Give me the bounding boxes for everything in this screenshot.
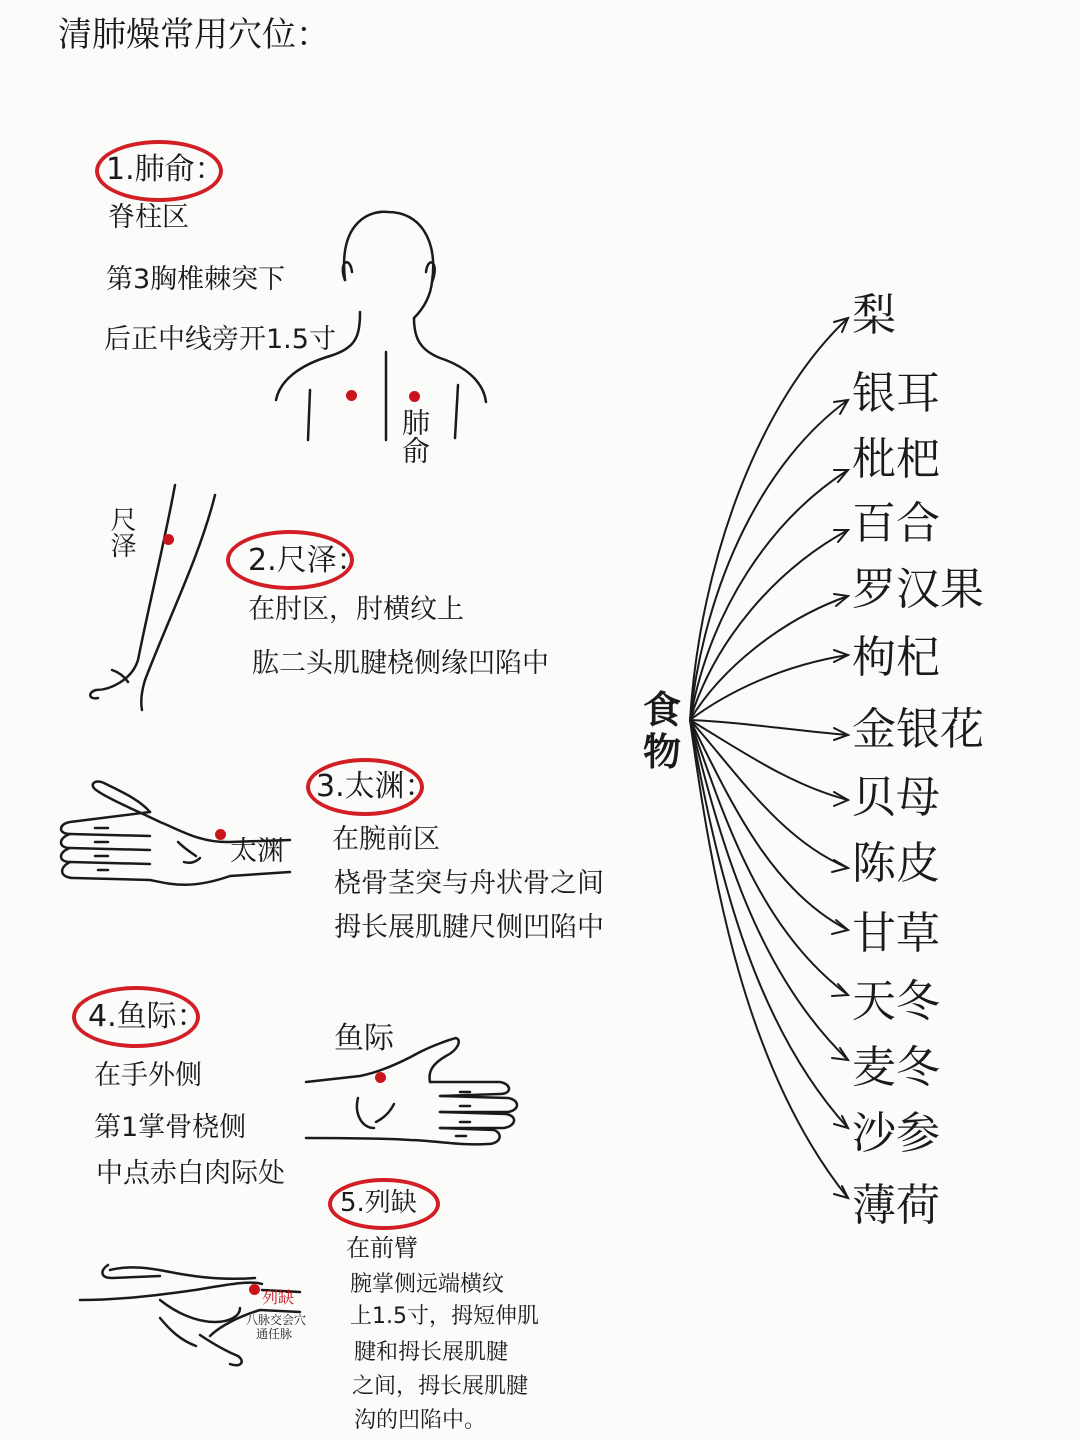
point-2-figure-label: 尺泽 <box>106 506 136 558</box>
point-5-line-6: 沟的凹陷中。 <box>354 1408 487 1433</box>
point-3-title: 3.太渊： <box>316 769 435 804</box>
point-5-line-2: 腕掌侧远端横纹 <box>350 1272 505 1297</box>
point-4-line-3: 中点赤白肉际处 <box>96 1158 285 1189</box>
point-1-figure-label: 肺俞 <box>398 408 431 464</box>
food-item-8: 贝母 <box>852 772 940 823</box>
point-5-figure-note-2: 通任脉 <box>256 1327 293 1341</box>
food-item-6: 枸杞 <box>852 632 940 683</box>
food-arrows <box>690 318 848 1198</box>
point-2-line-2: 肱二头肌腱桡侧缘凹陷中 <box>252 648 549 679</box>
point-3-line-1: 在腕前区 <box>332 824 440 855</box>
point-3-line-3: 拇长展肌腱尺侧凹陷中 <box>334 912 604 943</box>
point-4-line-1: 在手外侧 <box>94 1060 202 1091</box>
food-item-2: 银耳 <box>852 368 940 419</box>
point-5-line-4: 腱和拇长展肌腱 <box>354 1340 509 1365</box>
point-5-marker <box>249 1284 260 1295</box>
point-1-line-3: 后正中线旁开1.5寸 <box>104 324 336 355</box>
food-center-label: 食物 <box>642 688 681 774</box>
food-item-3: 枇杷 <box>852 434 940 485</box>
point-1-line-2: 第3胸椎棘突下 <box>106 264 286 295</box>
point-3-figure-label: 太渊 <box>230 836 284 867</box>
point-1-line-1: 脊柱区 <box>108 202 189 233</box>
food-item-12: 麦冬 <box>852 1042 940 1093</box>
point-3-line-2: 桡骨茎突与舟状骨之间 <box>334 868 604 899</box>
food-item-4: 百合 <box>852 498 940 549</box>
point-4-title: 4.鱼际： <box>88 999 207 1034</box>
point-2-line-1: 在肘区，肘横纹上 <box>248 594 464 625</box>
food-item-7: 金银花 <box>852 704 984 755</box>
food-item-5: 罗汉果 <box>852 564 984 615</box>
point-5-line-5: 之间，拇长展肌腱 <box>352 1374 529 1399</box>
point-5-line-3: 上1.5寸，拇短伸肌 <box>350 1304 539 1329</box>
food-item-11: 天冬 <box>852 976 940 1027</box>
point-2-title: 2.尺泽： <box>248 543 367 578</box>
point-1-marker-left <box>346 390 357 401</box>
point-5-figure-label: 列缺 <box>262 1288 295 1307</box>
food-item-9: 陈皮 <box>852 838 940 889</box>
point-4-figure-label: 鱼际 <box>334 1021 394 1056</box>
point-2-marker <box>163 534 174 545</box>
point-1-title: 1.肺俞： <box>106 152 225 187</box>
page-title: 清肺燥常用穴位： <box>58 15 330 55</box>
food-item-13: 沙参 <box>852 1108 940 1159</box>
point-5-line-1: 在前臂 <box>346 1234 418 1262</box>
palm-hand-drawing <box>61 782 290 885</box>
food-item-1: 梨 <box>852 290 896 341</box>
point-1-marker-right <box>409 391 420 402</box>
point-5-title: 5.列缺 <box>340 1188 417 1218</box>
point-5-figure-note-1: 八脉交会穴 <box>246 1313 307 1327</box>
point-3-marker <box>215 829 226 840</box>
food-item-14: 薄荷 <box>852 1180 940 1231</box>
point-4-marker <box>375 1072 386 1083</box>
point-4-line-2: 第1掌骨桡侧 <box>94 1112 247 1143</box>
food-item-10: 甘草 <box>852 908 940 959</box>
